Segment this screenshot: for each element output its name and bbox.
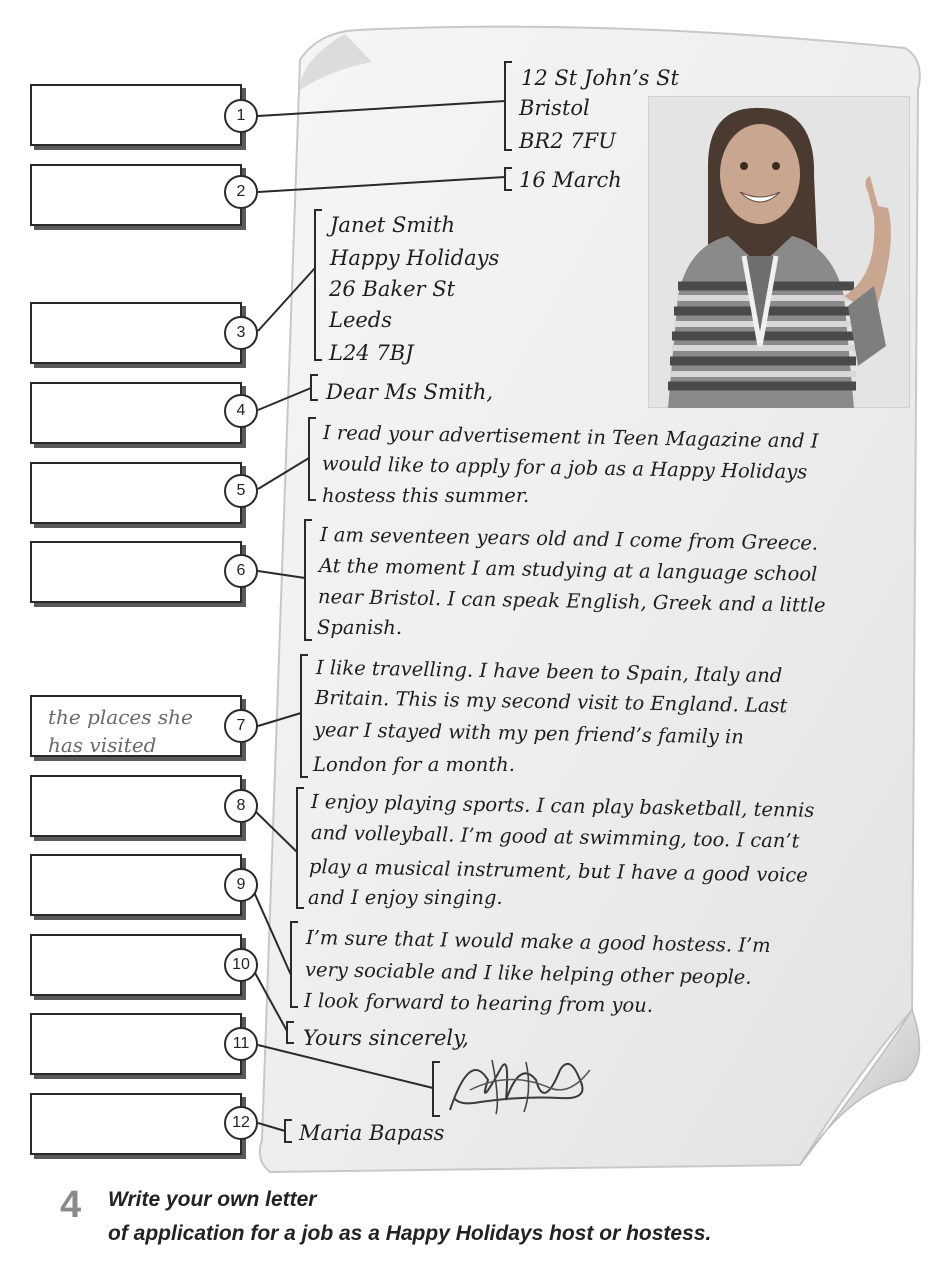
number-circle-9: 9 <box>224 868 258 902</box>
sender-address-line-3: BR2 7FU <box>519 129 616 153</box>
paragraph-5-line-2: very sociable and I like helping other people. <box>304 958 752 989</box>
paragraph-3-line-1: I like travelling. I have been to Spain, Italy and <box>315 656 783 688</box>
label-box-1[interactable] <box>30 84 242 146</box>
task-line-2: of application for a job as a Happy Holidays host or hostess. <box>108 1222 712 1245</box>
number-circle-1: 1 <box>224 99 258 133</box>
number-circle-10: 10 <box>224 948 258 982</box>
paragraph-4-line-4: and I enjoy singing. <box>308 886 503 909</box>
example-answer-line-1: the places she <box>48 705 193 729</box>
recipient-address-line-1: Janet Smith <box>330 213 455 237</box>
paragraph-5-line-3: I look forward to hearing from you. <box>303 989 654 1017</box>
number-circle-8: 8 <box>224 789 258 823</box>
number-circle-2: 2 <box>224 175 258 209</box>
paragraph-2-line-2: At the moment I am studying at a language school <box>318 554 818 586</box>
sender-name: Maria Bapass <box>299 1121 445 1145</box>
paragraph-1-line-1: I read your advertisement in Teen Magazine and I <box>322 421 819 453</box>
task-number: 4 <box>60 1184 82 1226</box>
paragraph-3-line-2: Britain. This is my second visit to England. Last <box>314 686 788 718</box>
paragraph-3-line-3: year I stayed with my pen friend’s family in <box>313 718 745 749</box>
label-box-2[interactable] <box>30 164 242 226</box>
label-box-12[interactable] <box>30 1093 242 1155</box>
label-box-7[interactable] <box>30 695 242 757</box>
example-answer <box>48 703 193 759</box>
paragraph-2-line-4: Spanish. <box>317 616 403 639</box>
number-circle-6: 6 <box>224 554 258 588</box>
label-box-8[interactable] <box>30 775 242 837</box>
paragraph-4-line-2: and volleyball. I’m good at swimming, too. I can’t <box>310 821 800 853</box>
letter-closing: Yours sincerely, <box>303 1026 469 1050</box>
number-circle-11: 11 <box>224 1027 258 1061</box>
paragraph-5-line-1: I’m sure that I would make a good hostess. I’m <box>305 926 771 958</box>
paragraph-2-line-1: I am seventeen years old and I come from Greece. <box>319 523 819 555</box>
label-box-4[interactable] <box>30 382 242 444</box>
example-answer-line-2: has visited <box>48 733 157 757</box>
recipient-address-line-5: L24 7BJ <box>329 341 414 365</box>
number-circle-5: 5 <box>224 474 258 508</box>
paragraph-1-line-2: would like to apply for a job as a Happy Holidays <box>321 452 808 484</box>
paragraph-2-line-3: near Bristol. I can speak English, Greek and a little <box>317 585 826 617</box>
number-circle-4: 4 <box>224 394 258 428</box>
paragraph-3-line-4: London for a month. <box>313 753 515 776</box>
letter-date: 16 March <box>519 168 622 192</box>
sender-address-line-1: 12 St John’s St <box>521 66 679 90</box>
label-box-11[interactable] <box>30 1013 242 1075</box>
number-circle-7: 7 <box>224 709 258 743</box>
task-instruction <box>60 1184 920 1264</box>
label-box-9[interactable] <box>30 854 242 916</box>
label-box-5[interactable] <box>30 462 242 524</box>
label-box-10[interactable] <box>30 934 242 996</box>
recipient-address-line-2: Happy Holidays <box>330 246 500 270</box>
label-box-3[interactable] <box>30 302 242 364</box>
paragraph-4-line-1: I enjoy playing sports. I can play basketball, tennis <box>310 790 815 822</box>
number-circle-12: 12 <box>224 1106 258 1140</box>
letter-greeting: Dear Ms Smith, <box>326 380 494 404</box>
sender-address-line-2: Bristol <box>519 96 590 120</box>
paragraph-1-line-3: hostess this summer. <box>322 484 530 507</box>
label-box-6[interactable] <box>30 541 242 603</box>
recipient-address-line-3: 26 Baker St <box>329 277 456 301</box>
number-circle-3: 3 <box>224 316 258 350</box>
task-line-1: Write your own letter <box>108 1188 317 1211</box>
recipient-address-line-4: Leeds <box>329 308 393 332</box>
paragraph-4-line-3: play a musical instrument, but I have a good voice <box>308 855 808 887</box>
